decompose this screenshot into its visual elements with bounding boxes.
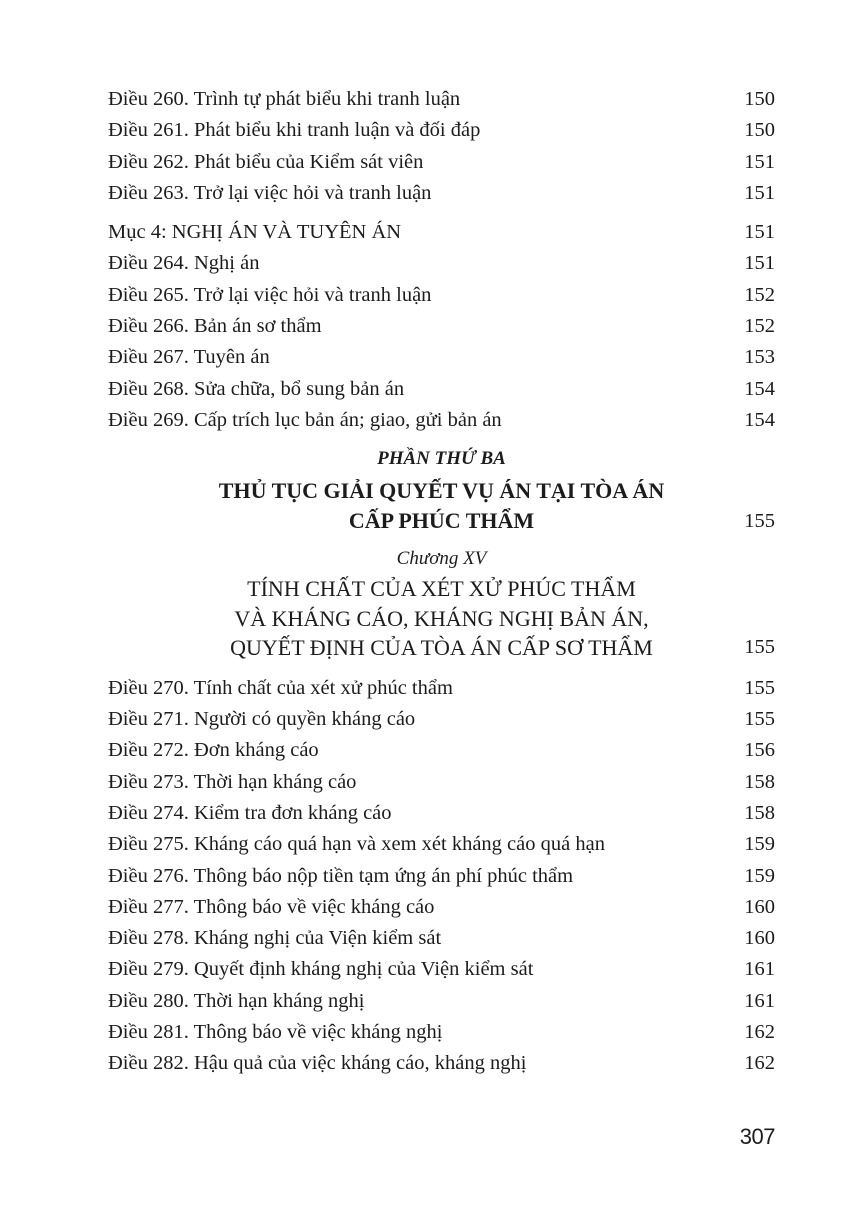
toc-entry: [108, 798, 775, 829]
toc-entry-title: Điều 265. Trở lại việc hỏi và tranh luận: [108, 283, 432, 306]
toc-entry-title: Điều 268. Sửa chữa, bổ sung bản án: [108, 377, 405, 400]
toc-entry-title: Điều 270. Tính chất của xét xử phúc thẩm: [108, 676, 453, 699]
part-title-line: CẤP PHÚC THẨM: [348, 508, 535, 534]
toc-entry-title: Điều 282. Hậu quả của việc kháng cáo, kháng nghị: [108, 1052, 527, 1075]
part-label: PHẦN THỨ BA: [377, 448, 506, 470]
toc-entry-title: Điều 267. Tuyên án: [108, 346, 270, 369]
toc-entry-title: Điều 269. Cấp trích lục bản án; giao, gửi bản án: [108, 408, 502, 431]
toc-entry-page: 155: [744, 636, 775, 659]
part-title: [108, 476, 775, 536]
toc-entry: [108, 735, 775, 766]
toc-entry: [108, 147, 775, 178]
toc-entry-title: Điều 280. Thời hạn kháng nghị: [108, 989, 365, 1012]
toc-entry-page: 154: [744, 408, 775, 431]
spacer: [108, 663, 775, 673]
toc-entry-page: 154: [744, 377, 775, 400]
toc-entry: [108, 829, 775, 860]
toc-entry-page: 156: [744, 739, 775, 762]
toc-entry-page: 160: [744, 895, 775, 918]
toc-group-a: [108, 84, 775, 209]
toc-entry-page: 158: [744, 801, 775, 824]
toc-entry-title: Điều 273. Thời hạn kháng cáo: [108, 770, 357, 793]
toc-entry: [108, 84, 775, 115]
chapter-title-line: TÍNH CHẤT CỦA XÉT XỬ PHÚC THẨM: [247, 576, 636, 602]
toc-section-heading: [108, 217, 775, 248]
toc-entry-page: 150: [744, 88, 775, 110]
toc-entry-page: 159: [744, 864, 775, 887]
toc-entry-page: 153: [744, 346, 775, 369]
part-title-line-with-page: [108, 506, 775, 536]
toc-entry-title: Mục 4: NGHỊ ÁN VÀ TUYÊN ÁN: [108, 221, 402, 244]
toc-entry-page: 155: [744, 676, 775, 699]
toc-entry: [108, 1048, 775, 1079]
toc-entry-page: 158: [744, 770, 775, 793]
toc-entry: [108, 767, 775, 798]
chapter-title-line: VÀ KHÁNG CÁO, KHÁNG NGHỊ BẢN ÁN,: [234, 605, 649, 631]
toc-entry-title: Điều 277. Thông báo về việc kháng cáo: [108, 895, 435, 918]
toc-entry-title: Điều 271. Người có quyền kháng cáo: [108, 708, 416, 731]
toc-entry-title: Điều 275. Kháng cáo quá hạn và xem xét kháng cáo quá hạn: [108, 833, 605, 856]
toc-entry-page: 162: [744, 1021, 775, 1044]
toc-entry-title: Điều 263. Trở lại việc hỏi và tranh luận: [108, 181, 432, 204]
toc-entry-page: 151: [744, 221, 775, 244]
toc-entry-page: 155: [744, 708, 775, 731]
toc-entry: [108, 892, 775, 923]
toc-entry-page: 151: [744, 150, 775, 173]
toc-entry-page: 155: [744, 510, 775, 533]
toc-entry-page: 160: [744, 927, 775, 950]
toc-group-b: [108, 217, 775, 436]
toc-entry-title: Điều 274. Kiểm tra đơn kháng cáo: [108, 801, 392, 824]
toc-entry-title: Điều 266. Bản án sơ thẩm: [108, 315, 322, 338]
toc-entry: [108, 342, 775, 373]
toc-entry: [108, 986, 775, 1017]
toc-entry-page: 162: [744, 1052, 775, 1075]
toc-entry-title: Điều 279. Quyết định kháng nghị của Viện kiểm sát: [108, 958, 534, 981]
toc-entry: [108, 178, 775, 209]
toc-entry-page: 152: [744, 315, 775, 338]
toc-entry-page: 151: [744, 252, 775, 275]
chapter-title-line-with-page: [108, 633, 775, 663]
toc-entry-page: 161: [744, 989, 775, 1012]
toc-entry-title: Điều 272. Đơn kháng cáo: [108, 739, 319, 762]
toc-entry: [108, 311, 775, 342]
toc-entry: [108, 923, 775, 954]
toc-entry-title: Điều 262. Phát biểu của Kiểm sát viên: [108, 150, 424, 173]
toc-entry-page: 159: [744, 833, 775, 856]
toc-entry-title: Điều 264. Nghị án: [108, 252, 260, 275]
toc-entry-title: Điều 260. Trình tự phát biểu khi tranh luận: [108, 88, 461, 110]
toc-entry: [108, 673, 775, 704]
toc-entry: [108, 704, 775, 735]
toc-entry-title: Điều 276. Thông báo nộp tiền tạm ứng án phí phúc thẩm: [108, 864, 574, 887]
toc-entry: [108, 248, 775, 279]
toc-entry-title: Điều 278. Kháng nghị của Viện kiểm sát: [108, 927, 442, 950]
toc-entry-title: Điều 281. Thông báo về việc kháng nghị: [108, 1021, 443, 1044]
table-of-contents: [108, 84, 775, 1080]
toc-entry: [108, 280, 775, 311]
toc-entry-page: 152: [744, 283, 775, 306]
chapter-heading: [108, 544, 775, 663]
part-heading: [108, 442, 775, 536]
toc-entry: [108, 1017, 775, 1048]
toc-entry: [108, 954, 775, 985]
toc-entry: [108, 115, 775, 146]
toc-entry-page: 151: [744, 181, 775, 204]
toc-entry: [108, 405, 775, 436]
toc-entry: [108, 374, 775, 405]
toc-entry-page: 161: [744, 958, 775, 981]
part-title-line: THỦ TỤC GIẢI QUYẾT VỤ ÁN TẠI TÒA ÁN: [218, 478, 665, 504]
chapter-title-line: QUYẾT ĐỊNH CỦA TÒA ÁN CẤP SƠ THẨM: [230, 635, 653, 661]
page-number: 307: [739, 1124, 775, 1149]
chapter-title: [108, 574, 775, 663]
toc-entry: [108, 861, 775, 892]
spacer: [108, 209, 775, 217]
chapter-label: Chương XV: [396, 548, 487, 570]
toc-entry-title: Điều 261. Phát biểu khi tranh luận và đối đáp: [108, 119, 481, 142]
toc-group-c: [108, 673, 775, 1080]
toc-entry-page: 150: [744, 119, 775, 142]
